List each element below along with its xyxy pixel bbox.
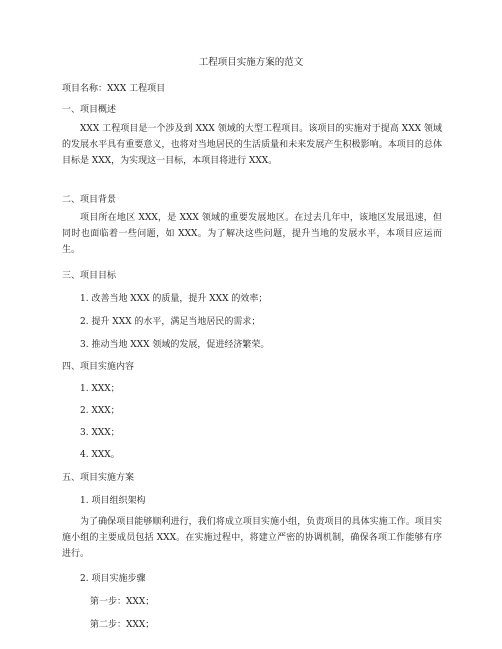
- section-heading-content: 四、项目实施内容: [62, 362, 135, 372]
- section-heading-overview: 一、项目概述: [62, 105, 117, 115]
- background-paragraph: 项目所在地区 XXX，是 XXX 领域的重要发展地区。在过去几年中，该地区发展迅速，但同时也面临着一些问题，如 XXX。为了解决这些问题，提升当地的发展水平，本项目应运而生。: [62, 213, 442, 255]
- content-item: 1. XXX；: [80, 384, 120, 394]
- content-item: 4. XXX。: [80, 450, 120, 460]
- project-name: 项目名称：XXX 工程项目: [62, 84, 166, 94]
- goal-item: 2. 提升 XXX 的水平，满足当地居民的需求；: [80, 317, 261, 327]
- content-item: 2. XXX；: [80, 406, 120, 416]
- step-item: 第二步：XXX；: [90, 620, 155, 630]
- document-title: 工程项目实施方案的范文: [198, 57, 304, 68]
- section-heading-goals: 三、项目目标: [62, 271, 117, 281]
- overview-paragraph: XXX 工程项目是一个涉及到 XXX 领域的大型工程项目。该项目的实施对于提高 XXX 领域的发展水平具有重要意义，也将对当地居民的生活质量和未来发展产生积极影响。本项目的总体目标是 XXX，为实现这一目标，本项目将进行 XXX。: [62, 124, 442, 166]
- step-item: 第一步：XXX；: [90, 597, 155, 607]
- goal-item: 1. 改善当地 XXX 的质量，提升 XXX 的效率；: [80, 294, 268, 304]
- section-heading-background: 二、项目背景: [62, 195, 117, 205]
- subsection-heading-steps: 2. 项目实施步骤: [80, 574, 146, 584]
- section-heading-plan: 五、项目实施方案: [62, 473, 135, 483]
- subsection-heading-organization: 1. 项目组织架构: [80, 496, 146, 506]
- organization-paragraph: 为了确保项目能够顺利进行，我们将成立项目实施小组，负责项目的具体实施工作。项目实施小组的主要成员包括 XXX。在实施过程中，将建立严密的协调机制，确保各项工作能够有序进行。: [62, 517, 442, 559]
- goal-item: 3. 推动当地 XXX 领域的发展，促进经济繁荣。: [80, 340, 270, 350]
- content-item: 3. XXX；: [80, 428, 120, 438]
